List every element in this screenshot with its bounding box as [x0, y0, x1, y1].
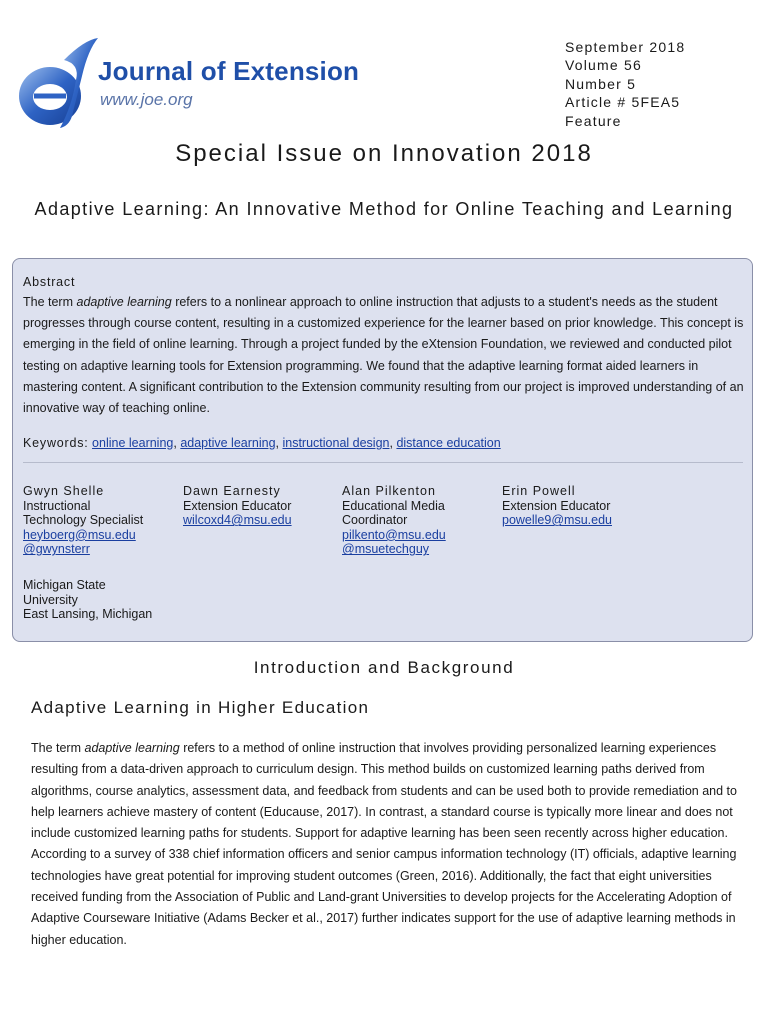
author-title: Extension Educator — [502, 498, 611, 513]
affiliation-line: East Lansing, Michigan — [23, 607, 153, 622]
abstract-term: adaptive learning — [76, 295, 172, 309]
abstract-box — [12, 258, 753, 642]
author-name: Dawn Earnesty — [183, 484, 281, 498]
abstract-text — [23, 292, 745, 419]
author-card — [502, 484, 662, 528]
author-social-link[interactable]: @gwynsterr — [23, 542, 90, 557]
abstract-label: Abstract — [23, 275, 76, 289]
author-email-link[interactable]: wilcoxd4@msu.edu — [183, 513, 292, 528]
journal-logo[interactable] — [14, 36, 394, 136]
author-title: Extension Educator — [183, 498, 292, 513]
author-name: Gwyn Shelle — [23, 484, 105, 498]
journal-url: www.joe.org — [100, 90, 193, 109]
affiliation-line: Michigan State — [23, 578, 106, 592]
page-header — [0, 0, 768, 140]
issue-volume: Volume 56 — [565, 57, 642, 74]
article-title: Adaptive Learning: An Innovative Method for Online Teaching and Learning — [34, 199, 734, 219]
article-number: Article # 5FEA5 — [565, 94, 681, 111]
author-title: Instructional — [23, 498, 91, 513]
keyword-link[interactable]: online learning — [92, 436, 174, 450]
author-card — [23, 484, 183, 557]
author-card — [342, 484, 502, 557]
author-name: Alan Pilkenton — [342, 484, 436, 498]
section-heading: Introduction and Background — [253, 658, 515, 677]
author-title: Coordinator — [342, 513, 408, 528]
abstract-text-start: The term — [23, 295, 77, 309]
author-social-link[interactable]: @msuetechguy — [342, 542, 430, 557]
keyword-link[interactable]: adaptive learning — [180, 436, 276, 450]
keywords-label: Keywords: — [23, 436, 89, 450]
divider — [23, 462, 743, 463]
issue-date: September 2018 — [565, 39, 686, 55]
keywords: Keywords: online learning, adaptive learning, instructional design, distance education — [23, 436, 501, 450]
article-type: Feature — [565, 112, 622, 129]
joe-e-logo-icon — [14, 36, 104, 136]
abstract-text-rest: refers to a nonlinear approach to online instruction that adjusts to a student's needs as the student progresses through course content, resulting in a customized experience for the learner based on prior knowledge. This concept is emerging in the field of online learning. Through a project funded by the eXtension Foundation, we reviewed and conducted pilot testing on adaptive learning tools for Extension programming. We found that the adaptive learning format aided learners in mastering content. A significant contribution to the Extension community resulting from our project is improved understanding of an innovative way of teaching online. — [23, 295, 744, 416]
keyword-link[interactable]: instructional design — [282, 436, 390, 450]
author-card — [183, 484, 343, 528]
author-email-link[interactable]: heyboerg@msu.edu — [23, 527, 136, 542]
author-title: Technology Specialist — [23, 513, 144, 528]
affiliation — [23, 578, 152, 622]
author-email-link[interactable]: powelle9@msu.edu — [502, 513, 612, 528]
body-text-rest: refers to a method of online instruction that involves providing personalized learning experiences resulting from a data-driven approach to curriculum design. This method builds on customized learning paths derived from algorithms, course analytics, assessment data, and feedback from students and can be used both to provide remediation and to help learners achieve mastery of content (Educause, 2017). In contrast, a standard course is typically more linear and does not include customized learning paths for students. Support for adaptive learning has been seen recently across higher education. According to a survey of 338 chief information officers and senior campus information technology (IT) officials, adaptive learning technologies have great potential for improving student outcomes (Green, 2016). Additionally, the fact that eight universities received funding from the Association of Public and Land-grant Universities to develop projects for the Accelerating Adoption of Adaptive Courseware Initiative (Adams Becker et al., 2017) further indicates support for the use of adaptive learning methods in higher education. — [31, 741, 737, 947]
subsection-heading: Adaptive Learning in Higher Education — [31, 698, 370, 717]
body-paragraph — [31, 738, 737, 951]
author-name: Erin Powell — [502, 484, 576, 498]
body-term: adaptive learning — [84, 741, 180, 755]
affiliation-line: University — [23, 592, 78, 607]
journal-name: Journal of Extension — [98, 56, 360, 86]
issue-number: Number 5 — [565, 75, 637, 92]
author-email-link[interactable]: pilkento@msu.edu — [342, 527, 446, 542]
issue-title: Special Issue on Innovation 2018 — [175, 140, 593, 167]
body-text-start: The term — [31, 741, 85, 755]
issue-meta — [565, 38, 685, 130]
author-title: Educational Media — [342, 498, 445, 513]
keyword-link[interactable]: distance education — [396, 436, 501, 450]
